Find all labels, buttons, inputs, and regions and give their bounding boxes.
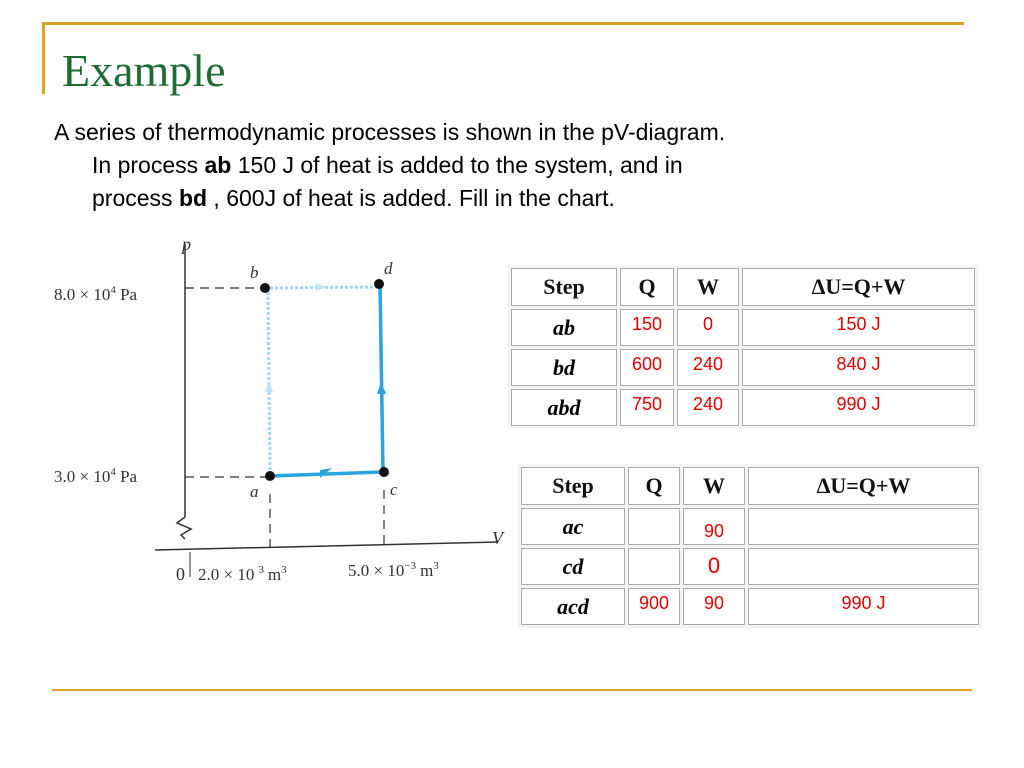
statement-text: process	[92, 185, 179, 211]
row-label: ab	[511, 309, 617, 346]
answer-q: 600	[631, 354, 663, 374]
cell-du	[748, 508, 979, 545]
answer-w: 0	[702, 314, 713, 334]
cell-du	[748, 548, 979, 585]
cell-du	[742, 389, 975, 426]
row-label: bd	[511, 349, 617, 386]
answer-q: 900	[638, 593, 670, 613]
v-axis	[155, 542, 498, 550]
row-label: ac	[521, 508, 625, 545]
header-w: W	[683, 467, 745, 505]
statement-text: A series of thermodynamic processes is shown in the pV-diagram.	[54, 119, 726, 145]
header-q: Q	[628, 467, 680, 505]
p-low-label: $3.0 \times 10^4$ Pa	[54, 466, 138, 486]
p-high-label: $8.0 \times 10^4$ Pa	[54, 284, 138, 304]
corner-vertical-rule	[42, 22, 45, 94]
table-header-row	[521, 467, 979, 505]
point-b-label: b	[250, 263, 259, 282]
v2-label: $5.0 \times 10^{-3}$ $m^3$	[348, 560, 439, 580]
table-row	[521, 588, 979, 625]
point-d-label: d	[384, 259, 393, 278]
answer-q: 150	[631, 314, 663, 334]
pv-diagram	[50, 232, 510, 592]
results-table-acd	[518, 464, 982, 628]
row-label: abd	[511, 389, 617, 426]
answer-du: 840 J	[836, 354, 881, 374]
cell-q	[628, 508, 680, 545]
v1-label: 2.0 × 10 $^3$ $m^3$	[198, 564, 287, 584]
answer-w: 90	[703, 521, 725, 541]
answer-w: 0	[707, 553, 721, 578]
answer-du: 990 J	[836, 394, 881, 414]
cell-q	[628, 588, 680, 625]
point-c	[379, 467, 389, 477]
table-row	[511, 389, 975, 426]
table-row	[521, 548, 979, 585]
cell-w	[677, 309, 739, 346]
point-a	[265, 471, 275, 481]
header-du: ΔU=Q+W	[748, 467, 979, 505]
statement-line-3	[54, 182, 954, 215]
point-b	[260, 283, 270, 293]
cell-du	[742, 349, 975, 386]
origin-label: 0	[176, 564, 185, 584]
process-bd-label: bd	[178, 185, 208, 211]
process-ab-label: ab	[204, 152, 232, 178]
answer-w: 240	[692, 354, 724, 374]
table-row	[511, 309, 975, 346]
cell-q	[620, 389, 674, 426]
cell-q	[620, 309, 674, 346]
axis-break	[177, 517, 191, 539]
path-ac	[270, 472, 383, 476]
row-label: cd	[521, 548, 625, 585]
cell-q	[620, 349, 674, 386]
cell-w	[683, 548, 745, 585]
answer-du: 150 J	[836, 314, 881, 334]
answer-q: 750	[631, 394, 663, 414]
point-c-label: c	[390, 480, 398, 499]
table-row	[511, 349, 975, 386]
header-step: Step	[521, 467, 625, 505]
cell-w	[683, 588, 745, 625]
arrow-bd	[316, 283, 326, 291]
header-q: Q	[620, 268, 674, 306]
table-row	[521, 508, 979, 545]
header-step: Step	[511, 268, 617, 306]
statement-line-2	[54, 149, 954, 182]
point-d	[374, 279, 384, 289]
cell-w	[677, 349, 739, 386]
results-table-abd	[508, 265, 978, 429]
top-rule	[42, 22, 964, 25]
p-axis-label: p	[182, 234, 191, 254]
answer-w: 240	[692, 394, 724, 414]
statement-line-1	[54, 116, 954, 149]
point-a-label: a	[250, 482, 259, 501]
cell-du	[742, 309, 975, 346]
cell-w	[677, 389, 739, 426]
v-axis-label: V	[492, 528, 503, 548]
path-cd	[380, 284, 383, 472]
slide-title: Example	[62, 45, 226, 96]
cell-du	[748, 588, 979, 625]
cell-q	[628, 548, 680, 585]
cell-w	[683, 508, 745, 545]
problem-statement	[54, 116, 954, 215]
header-du: ΔU=Q+W	[742, 268, 975, 306]
answer-du: 990 J	[841, 593, 886, 613]
arrow-ab	[265, 382, 273, 392]
bottom-rule	[52, 689, 972, 691]
table-header-row	[511, 268, 975, 306]
statement-text: In process	[92, 152, 205, 178]
row-label: acd	[521, 588, 625, 625]
arrow-cd	[377, 382, 386, 394]
statement-text: 150 J of heat is added to the system, and in	[231, 152, 683, 178]
header-w: W	[677, 268, 739, 306]
statement-text: , 600J of heat is added. Fill in the chart.	[207, 185, 615, 211]
answer-w: 90	[703, 593, 725, 613]
